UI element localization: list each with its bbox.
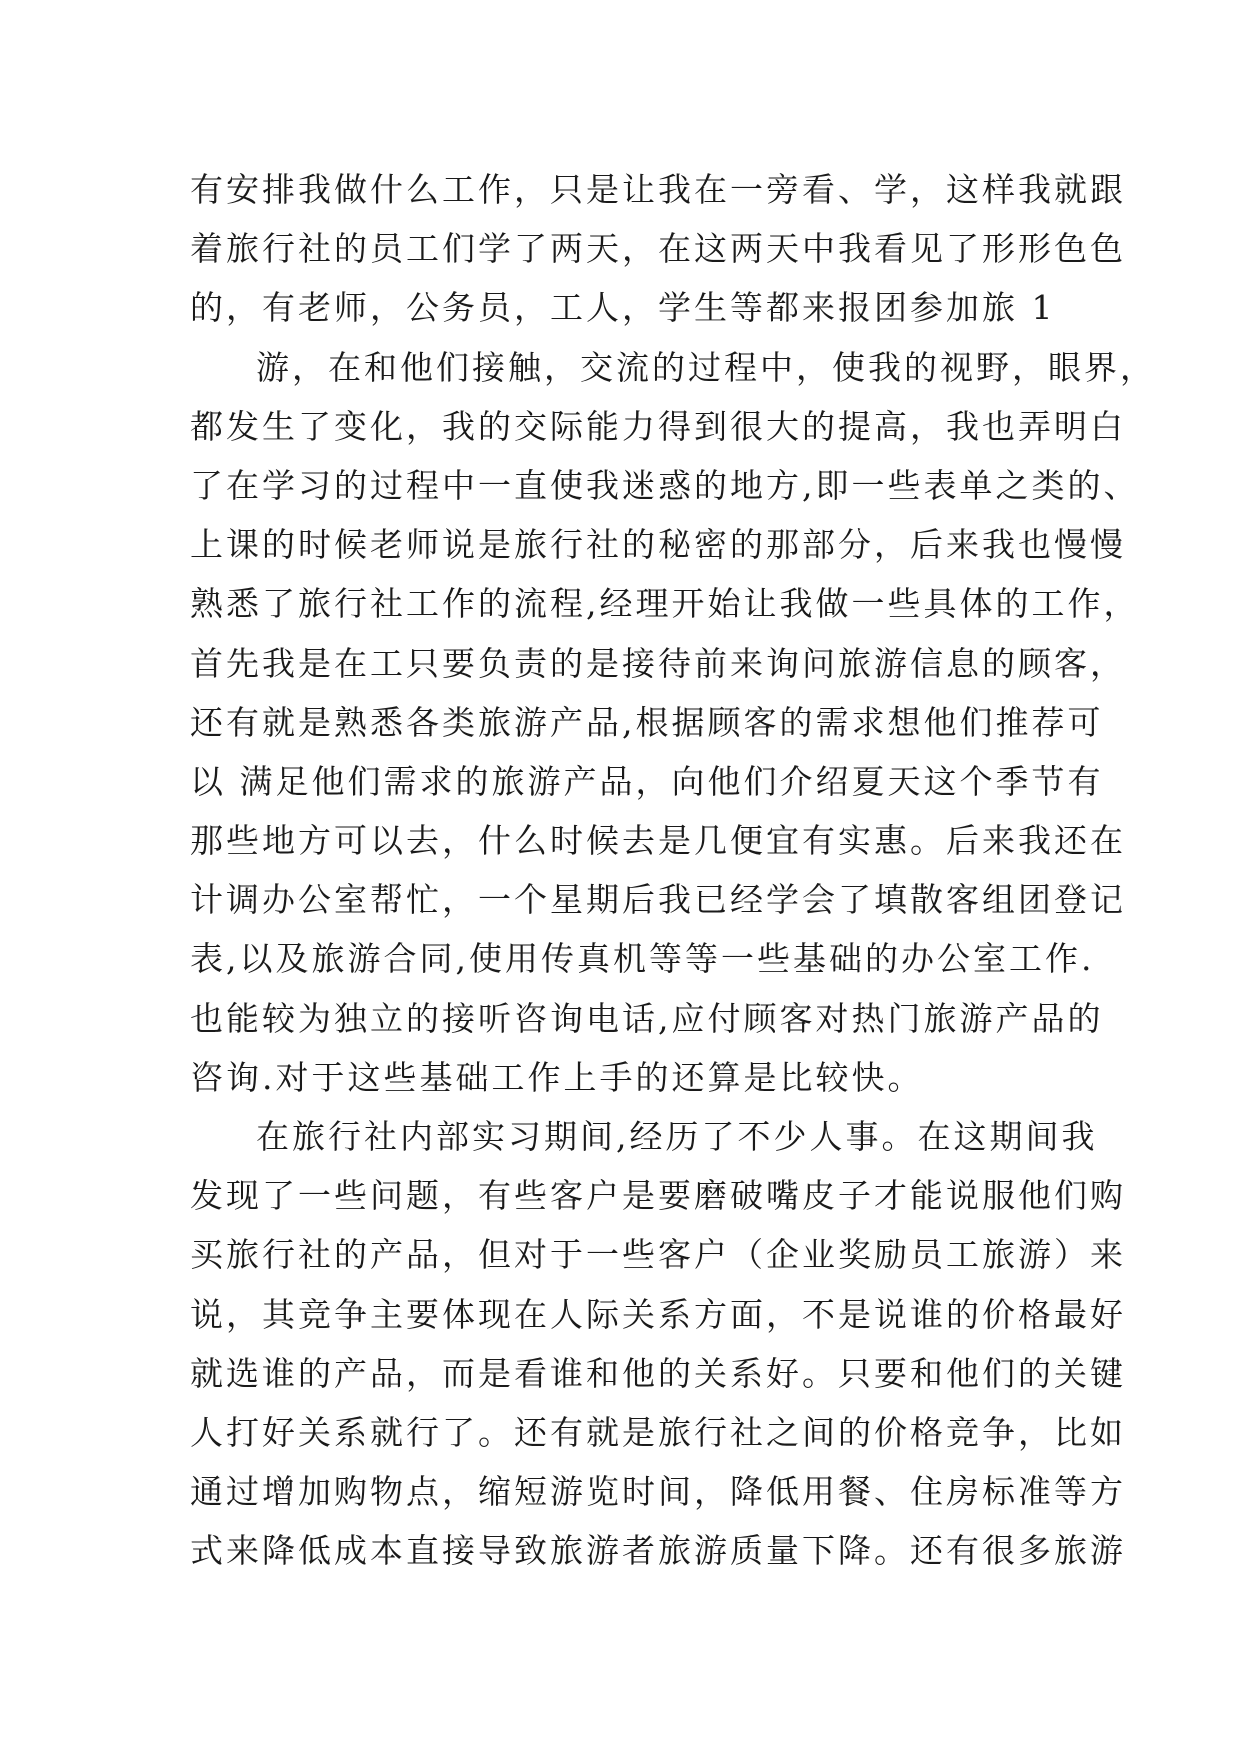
text-line: 表,以及旅游合同,使用传真机等等一些基础的办公室工作.	[190, 939, 1095, 979]
text-line: 发现了一些问题，有些客户是要磨破嘴皮子才能说服他们购	[190, 1176, 1126, 1216]
text-line: 着旅行社的员工们学了两天，在这两天中我看见了形形色色	[190, 229, 1126, 269]
text-line: 首先我是在工只要负责的是接待前来询问旅游信息的顾客，	[190, 643, 1126, 683]
text-line: 以 满足他们需求的旅游产品，向他们介绍夏天这个季节有	[190, 761, 1104, 801]
text-line: 也能较为独立的接听咨询电话,应付顾客对热门旅游产品的	[190, 998, 1104, 1038]
text-line: 买旅行社的产品，但对于一些客户（企业奖励员工旅游）来	[190, 1235, 1126, 1275]
body-text	[190, 160, 1156, 1581]
text-line: 计调办公室帮忙，一个星期后我已经学会了填散客组团登记	[190, 880, 1126, 920]
text-line: 游，在和他们接触，交流的过程中，使我的视野，眼界，	[256, 347, 1156, 387]
text-line: 了在学习的过程中一直使我迷惑的地方,即一些表单之类的、	[190, 465, 1140, 505]
text-line: 人打好关系就行了。还有就是旅行社之间的价格竞争，比如	[190, 1412, 1126, 1452]
text-line: 式来降低成本直接导致旅游者旅游质量下降。还有很多旅游	[190, 1531, 1126, 1571]
text-line: 通过增加购物点，缩短游览时间，降低用餐、住房标准等方	[190, 1472, 1126, 1512]
text-line: 都发生了变化，我的交际能力得到很大的提高，我也弄明白	[190, 406, 1126, 446]
text-line: 还有就是熟悉各类旅游产品,根据顾客的需求想他们推荐可	[190, 702, 1104, 742]
text-line: 熟悉了旅行社工作的流程,经理开始让我做一些具体的工作，	[190, 584, 1140, 624]
text-line: 上课的时候老师说是旅行社的秘密的那部分，后来我也慢慢	[190, 525, 1126, 565]
text-line: 有安排我做什么工作，只是让我在一旁看、学，这样我就跟	[190, 170, 1126, 209]
text-line: 那些地方可以去，什么时候去是几便宜有实惠。后来我还在	[190, 821, 1126, 861]
text-line: 说，其竞争主要体现在人际关系方面，不是说谁的价格最好	[190, 1294, 1126, 1334]
text-line: 就选谁的产品，而是看谁和他的关系好。只要和他们的关键	[190, 1353, 1126, 1393]
text-line: 咨询.对于这些基础工作上手的还算是比较快。	[190, 1057, 924, 1097]
text-line: 的，有老师，公务员，工人，学生等都来报团参加旅 1	[190, 288, 1056, 328]
text-line: 在旅行社内部实习期间,经历了不少人事。在这期间我	[256, 1117, 1098, 1156]
